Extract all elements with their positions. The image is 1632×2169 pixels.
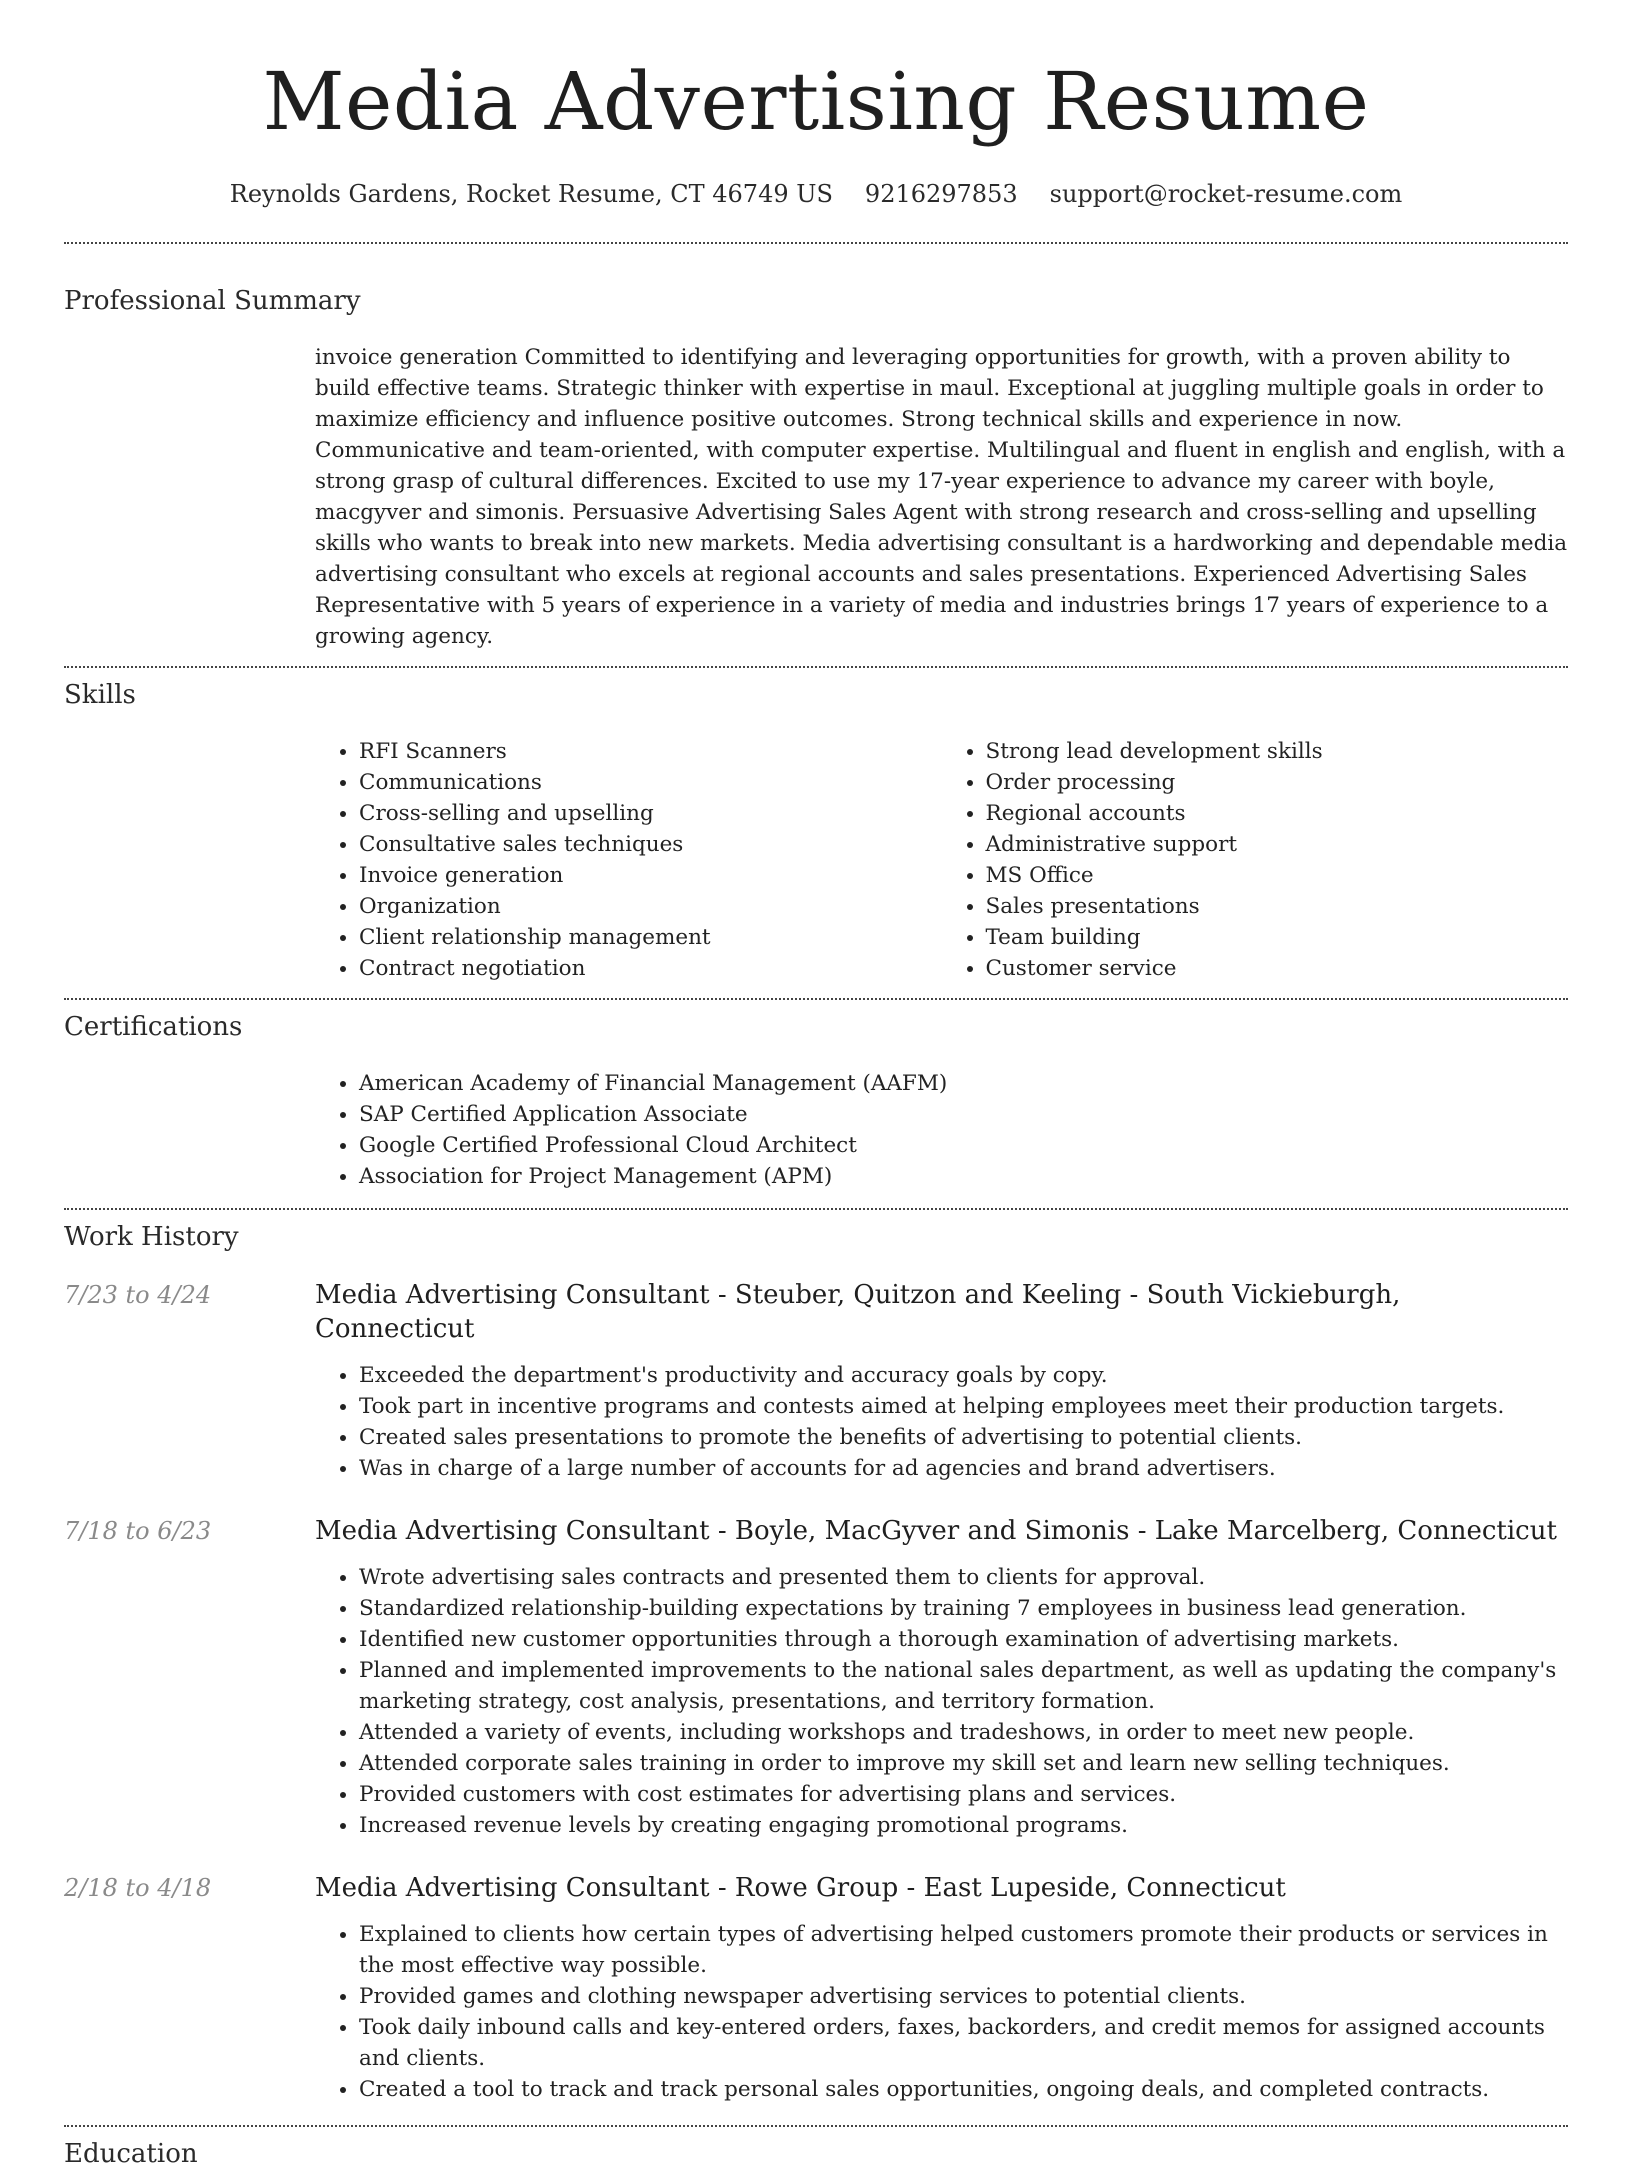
job-bullet: • Exceeded the department's productivity and accuracy goals by copy.: [359, 1360, 1568, 1391]
skill-item: • Customer service: [986, 953, 1569, 984]
skill-item: • Strong lead development skills: [986, 736, 1569, 767]
job-bullet: • Standardized relationship-building expectations by training 7 employees in business lead generation.: [359, 1593, 1568, 1624]
contact-line: [64, 180, 1568, 208]
skills-left-column: [315, 736, 942, 984]
job-bullets: [315, 1360, 1568, 1484]
job-title: Media Advertising Consultant - Boyle, MacGyver and Simonis - Lake Marcelberg, Connecticut: [315, 1516, 1557, 1546]
contact-email: support@rocket-resume.com: [1049, 180, 1403, 208]
resume-title: Media Advertising Resume: [262, 55, 1370, 148]
certifications-list: [315, 1068, 1568, 1192]
job-bullets: [315, 1919, 1568, 2105]
skills-right-column: [942, 736, 1569, 984]
skill-item: • Sales presentations: [986, 891, 1569, 922]
job-details: [315, 1514, 1568, 1841]
certification-item: • Association for Project Management (APM): [359, 1161, 1568, 1192]
skills-heading: Skills: [64, 680, 136, 710]
job-bullet: • Planned and implemented improvements to the national sales department, as well as updating the company's marketing strategy, cost analysis, presentations, and territory formation.: [359, 1655, 1568, 1717]
job-bullet: • Identified new customer opportunities through a thorough examination of advertising markets.: [359, 1624, 1568, 1655]
summary-text: invoice generation Committed to identifying and leveraging opportunities for growth, with a proven ability to build effective teams. Strategic thinker with expertise in maul. Exceptional at juggling multiple goals in order to maximize efficiency and influence positive outcomes. Strong technical skills and experience in now. Communicative and team-oriented, with computer expertise. Multilingual and fluent in english and english, with a strong grasp of cultural differences. Excited to use my 17-year experience to advance my career with boyle, macgyver and simonis. Persuasive Advertising Sales Agent with strong research and cross-selling and upselling skills who wants to break into new markets. Media advertising consultant is a hardworking and dependable media advertising consultant who excels at regional accounts and sales presentations. Experienced Advertising Sales Representative with 5 years of experience in a variety of media and industries brings 17 years of experience to a growing agency.: [315, 345, 1568, 649]
divider: [64, 242, 1568, 244]
divider: [64, 1208, 1568, 1210]
skill-item: • Administrative support: [986, 829, 1569, 860]
skill-item: • Communications: [359, 767, 942, 798]
job-entry: [64, 1871, 1568, 2105]
skill-item: • Invoice generation: [359, 860, 942, 891]
job-bullet: • Provided customers with cost estimates for advertising plans and services.: [359, 1779, 1568, 1810]
resume-page: [64, 0, 1568, 2169]
job-bullet: • Took part in incentive programs and contests aimed at helping employees meet their production targets.: [359, 1391, 1568, 1422]
certification-item: • SAP Certified Application Associate: [359, 1099, 1568, 1130]
job-title: Media Advertising Consultant - Steuber, Quitzon and Keeling - South Vickieburgh, Connecticut: [315, 1280, 1401, 1344]
work-history-heading: Work History: [64, 1222, 239, 1252]
job-bullet: • Increased revenue levels by creating engaging promotional programs.: [359, 1810, 1568, 1841]
job-entry: [64, 1278, 1568, 1484]
skill-item: • Consultative sales techniques: [359, 829, 942, 860]
skill-item: • MS Office: [986, 860, 1569, 891]
job-bullet: • Created sales presentations to promote the benefits of advertising to potential clients.: [359, 1422, 1568, 1453]
skill-item: • Team building: [986, 922, 1569, 953]
skills-list: [315, 736, 1568, 984]
job-title: Media Advertising Consultant - Rowe Group - East Lupeside, Connecticut: [315, 1873, 1286, 1903]
job-dates: 7/18 to 6/23: [64, 1517, 212, 1545]
skill-item: • Cross-selling and upselling: [359, 798, 942, 829]
job-bullet: • Took daily inbound calls and key-entered orders, faxes, backorders, and credit memos for assigned accounts and clients.: [359, 2012, 1568, 2074]
job-bullets: [315, 1562, 1568, 1841]
summary-heading: Professional Summary: [64, 286, 361, 316]
job-bullet: • Was in charge of a large number of accounts for ad agencies and brand advertisers.: [359, 1453, 1568, 1484]
job-dates: 2/18 to 4/18: [64, 1874, 212, 1902]
skill-item: • Regional accounts: [986, 798, 1569, 829]
skill-item: • Client relationship management: [359, 922, 942, 953]
divider: [64, 2125, 1568, 2127]
contact-phone: 9216297853: [864, 180, 1018, 208]
divider: [64, 666, 1568, 668]
certification-item: • Google Certified Professional Cloud Architect: [359, 1130, 1568, 1161]
skill-item: • RFI Scanners: [359, 736, 942, 767]
contact-address: Reynolds Gardens, Rocket Resume, CT 46749 US: [229, 180, 833, 208]
job-bullet: • Created a tool to track and track personal sales opportunities, ongoing deals, and completed contracts.: [359, 2074, 1568, 2105]
divider: [64, 998, 1568, 1000]
job-bullet: • Provided games and clothing newspaper advertising services to potential clients.: [359, 1981, 1568, 2012]
skill-item: • Order processing: [986, 767, 1569, 798]
certifications-heading: Certifications: [64, 1012, 243, 1042]
job-dates: 7/23 to 4/24: [64, 1281, 212, 1309]
job-bullet: • Wrote advertising sales contracts and presented them to clients for approval.: [359, 1562, 1568, 1593]
job-bullet: • Attended a variety of events, including workshops and tradeshows, in order to meet new people.: [359, 1717, 1568, 1748]
job-entry: [64, 1514, 1568, 1841]
education-heading: Education: [64, 2139, 198, 2169]
skill-item: • Organization: [359, 891, 942, 922]
job-details: [315, 1278, 1568, 1484]
job-bullet: • Explained to clients how certain types of advertising helped customers promote their products or services in the most effective way possible.: [359, 1919, 1568, 1981]
certification-item: • American Academy of Financial Management (AAFM): [359, 1068, 1568, 1099]
work-history-list: [64, 1278, 1568, 2105]
skill-item: • Contract negotiation: [359, 953, 942, 984]
job-details: [315, 1871, 1568, 2105]
job-bullet: • Attended corporate sales training in order to improve my skill set and learn new selling techniques.: [359, 1748, 1568, 1779]
